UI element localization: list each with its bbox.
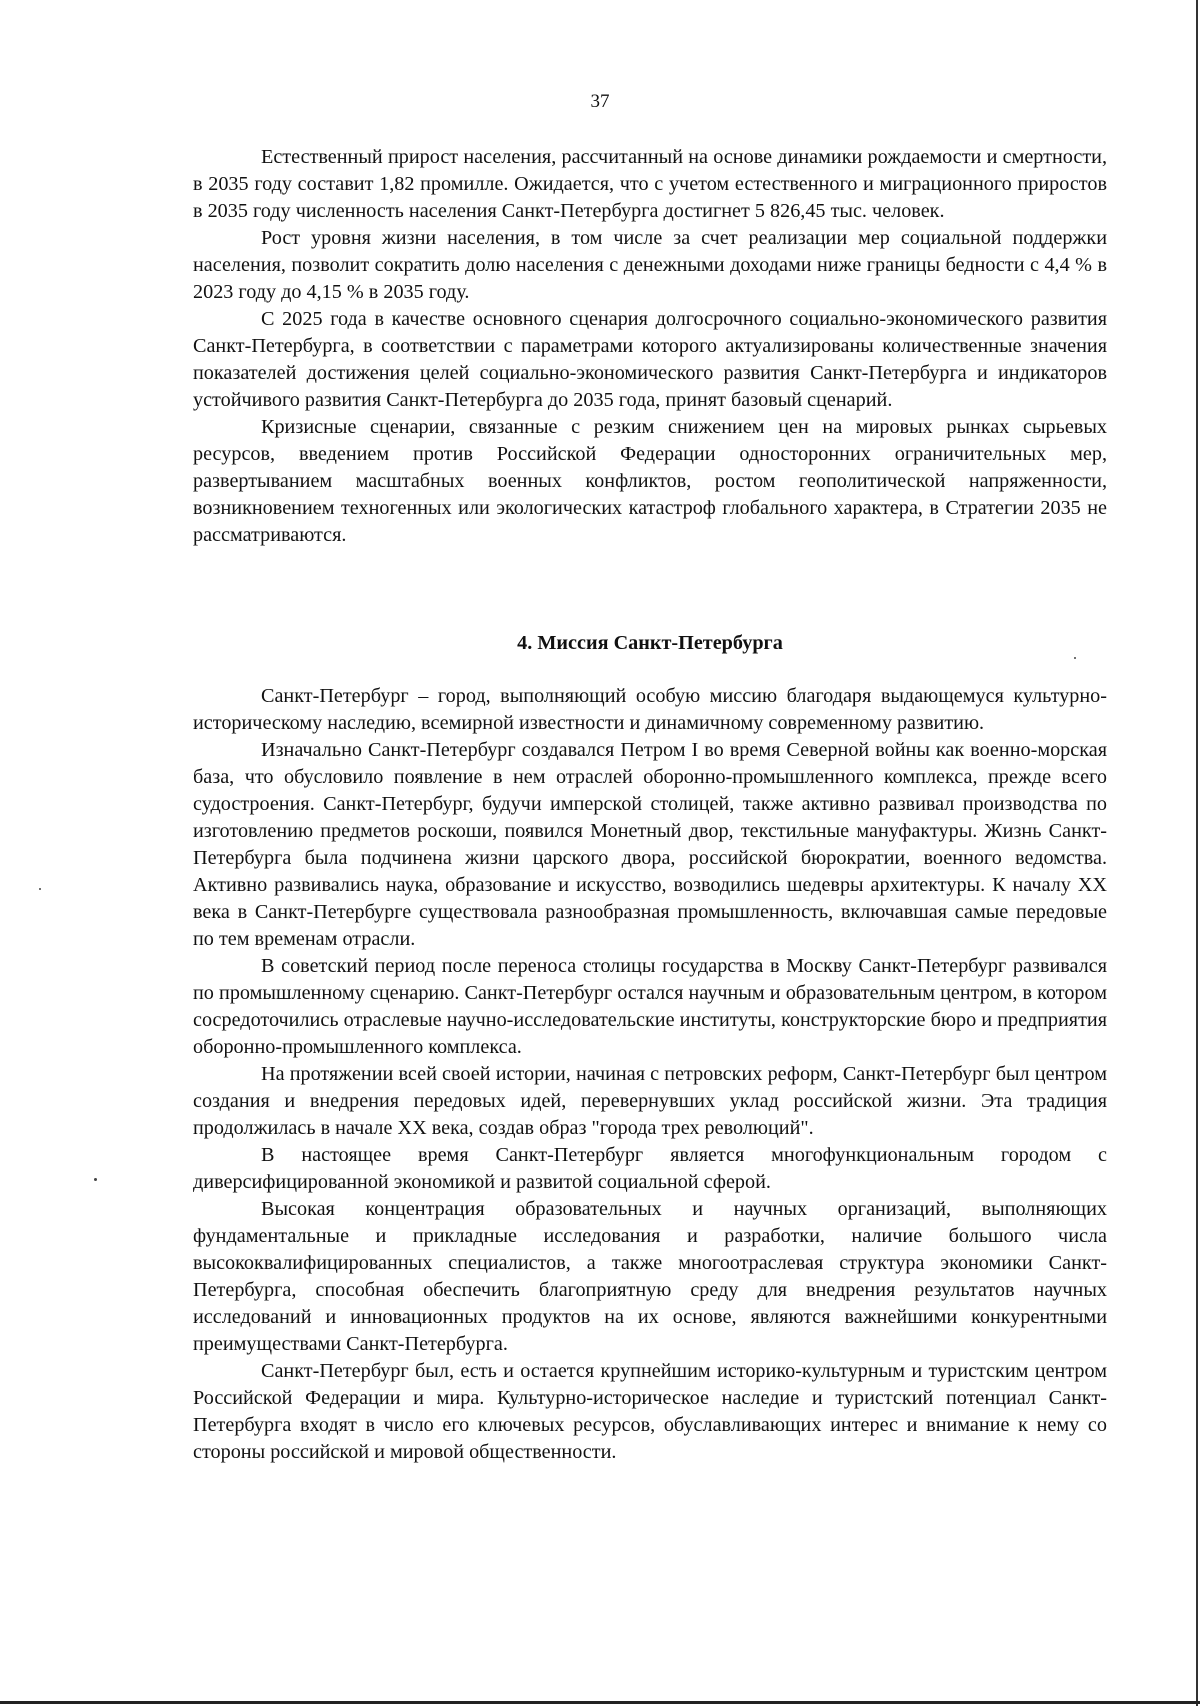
paragraph: В настоящее время Санкт-Петербург является многофункциональным городом с диверсифицированной экономикой и развитой социальной сферой. <box>193 1144 1107 1193</box>
scan-edge-bottom <box>0 1701 1200 1704</box>
paragraph: На протяжении всей своей истории, начиная с петровских реформ, Санкт-Петербург был центром создания и внедрения передовых идей, перевернувших уклад российской жизни. Эта традиция продолжилась в начале XX века, создав образ "города трех революций". <box>193 1063 1107 1139</box>
paragraph: Естественный прирост населения, рассчитанный на основе динамики рождаемости и смертности, в 2035 году составит 1,82 промилле. Ожидается, что с учетом естественного и миграционного приростов в 2035 году численность населения Санкт-Петербурга достигнет 5 826,45 тыс. человек. <box>193 146 1107 222</box>
paragraph: Рост уровня жизни населения, в том числе за счет реализации мер социальной поддержки населения, позволит сократить долю населения с денежными доходами ниже границы бедности с 4,4 % в 2023 году до 4,15 % в 2035 году. <box>193 227 1107 303</box>
paragraph: Высокая концентрация образовательных и научных организаций, выполняющих фундаментальные и прикладные исследования и разработки, наличие большого числа высококвалифицированных специалистов, а также многоотраслевая структура экономики Санкт-Петербурга, способная обеспечить благоприятную среду для внедрения результатов научных исследований и инновационных продуктов на их основе, являются важнейшими конкурентными преимуществами Санкт-Петербурга. <box>193 1198 1107 1355</box>
paragraph: Санкт-Петербург – город, выполняющий особую миссию благодаря выдающемуся культурно-историческому наследию, всемирной известности и динамичному современному развитию. <box>193 685 1107 734</box>
text-block-mission <box>193 683 1107 1466</box>
scan-speck <box>1074 657 1076 659</box>
paragraph: В советский период после переноса столицы государства в Москву Санкт-Петербург развивался по промышленному сценарию. Санкт-Петербург остался научным и образовательным центром, в котором сосредоточились отраслевые научно-исследовательские институты, конструкторские бюро и предприятия оборонно-промышленного комплекса. <box>193 955 1107 1058</box>
paragraph: Изначально Санкт-Петербург создавался Петром I во время Северной войны как военно-морская база, что обусловило появление в нем отраслей оборонно-промышленного комплекса, прежде всего судостроения. Санкт-Петербург, будучи имперской столицей, также активно развивал производства по изготовлению предметов роскоши, появился Монетный двор, текстильные мануфактуры. Жизнь Санкт-Петербурга была подчинена жизни царского двора, российской бюрократии, военного ведомства. Активно развивались наука, образование и искусство, возводились шедевры архитектуры. К началу XX века в Санкт-Петербурге существовала разнообразная промышленность, включавшая самые передовые по тем временам отрасли. <box>193 739 1107 950</box>
scan-edge-right <box>1196 0 1198 1706</box>
paragraph: С 2025 года в качестве основного сценария долгосрочного социально-экономического развития Санкт-Петербурга, в соответствии с параметрами которого актуализированы количественные значения показателей достижения целей социально-экономического развития Санкт-Петербурга и индикаторов устойчивого развития Санкт-Петербурга до 2035 года, принят базовый сценарий. <box>193 308 1107 411</box>
paragraph: Кризисные сценарии, связанные с резким снижением цен на мировых рынках сырьевых ресурсов, введением против Российской Федерации односторонних ограничительных мер, развертыванием масштабных военных конфликтов, ростом геополитической напряженности, возникновением техногенных или экологических катастроф глобального характера, в Стратегии 2035 не рассматриваются. <box>193 416 1107 546</box>
text-block-upper <box>193 144 1107 549</box>
paragraph: Санкт-Петербург был, есть и остается крупнейшим историко-культурным и туристским центром Российской Федерации и мира. Культурно-историческое наследие и туристский потенциал Санкт-Петербурга входят в число его ключевых ресурсов, обуславливающих интерес и внимание к нему со стороны российской и мировой общественности. <box>193 1360 1107 1463</box>
page-number: 37 <box>590 91 610 112</box>
scan-speck <box>39 888 41 890</box>
section-heading: 4. Миссия Санкт-Петербурга <box>517 632 783 654</box>
scan-speck <box>94 1178 97 1181</box>
